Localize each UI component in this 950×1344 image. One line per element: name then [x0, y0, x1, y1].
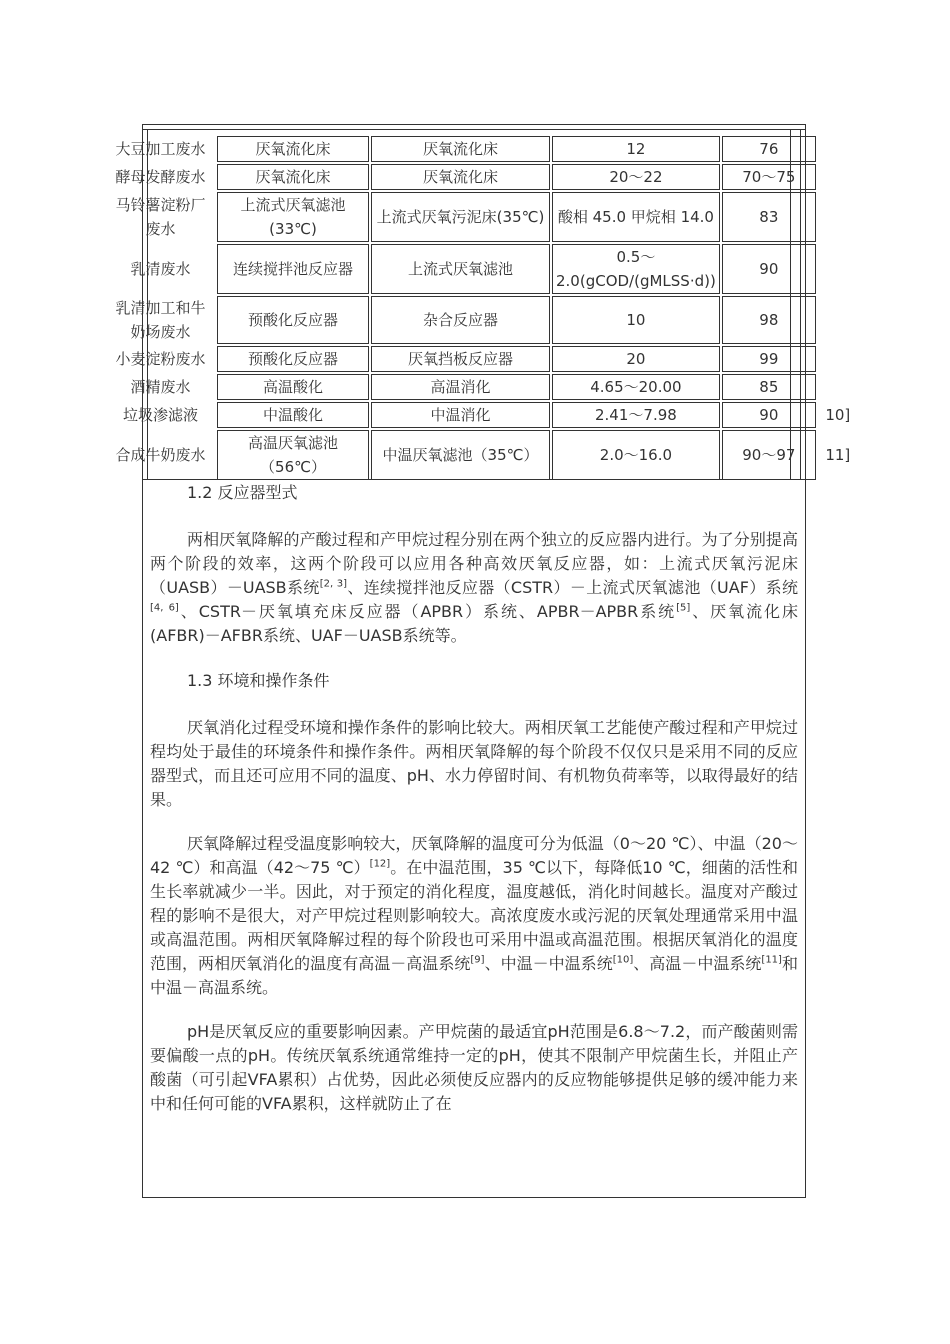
- text-run: 、CSTR－厌氧填充床反应器（APBR）系统、APBR－APBR系统: [178, 602, 677, 621]
- cell-methane-reactor: 厌氧流化床: [371, 164, 550, 190]
- cell-waste: 合成牛奶废水: [115, 446, 206, 464]
- paragraph-env-conditions: 厌氧消化过程受环境和操作条件的影响比较大。两相厌氧工艺能使产酸过程和产甲烷过程均处于最佳的环境条件和操作条件。两相厌氧降解的每个阶段不仅仅只是采用不同的反应器型式，而且还可应用不同的温度、pH、水力停留时间、有机物负荷率等，以取得最好的结果。: [150, 718, 798, 809]
- cell-ref: [818, 136, 858, 162]
- cell-waste: 垃圾渗滤液: [122, 406, 198, 424]
- spacer: [150, 812, 798, 832]
- section-heading-1-3: 1.3 环境和操作条件: [187, 671, 330, 690]
- citation: [10]: [612, 954, 634, 966]
- cell-methane-reactor: 中温消化: [371, 402, 550, 428]
- cell-ref: 10]: [825, 406, 851, 424]
- cell-acid-reactor: 厌氧流化床: [217, 164, 369, 190]
- cell-acid-reactor: 中温酸化: [217, 402, 369, 428]
- cell-ref: [818, 374, 858, 400]
- cell-load: 2.0～16.0: [552, 430, 720, 480]
- table-row: [106, 192, 858, 242]
- table-row: [106, 374, 858, 400]
- text-run: 。在中温范围，35 ℃以下，每降低10 ℃，细菌的活性和生长率就减少一半。因此，对于预定的消化程度，温度越低，消化时间越长。温度对产酸过程的影响不是很大，对产甲烷过程则影响较大。高浓度废水或污泥的厌氧处理通常采用中温或高温范围。两相厌氧降解过程的每个阶段也可采用中温或高温范围。根据厌氧消化的温度范围，两相厌氧消化的温度有高温－高温系统: [150, 858, 798, 973]
- cell-methane-reactor: 中温厌氧滤池（35℃）: [371, 430, 550, 480]
- text-run: 、中温－中温系统: [484, 954, 613, 973]
- cell-acid-reactor: 高温厌氧滤池（56℃）: [217, 430, 369, 480]
- cell-removal: 90～97: [722, 430, 816, 480]
- cell-removal: 98: [722, 296, 816, 344]
- cell-waste: 大豆加工废水: [115, 140, 206, 158]
- spacer: [150, 1000, 798, 1020]
- cell-methane-reactor: 高温消化: [371, 374, 550, 400]
- cell-load: 20～22: [552, 164, 720, 190]
- cell-acid-reactor: 厌氧流化床: [217, 136, 369, 162]
- paragraph-reactor-types: [150, 528, 798, 648]
- spacer: [150, 694, 798, 716]
- cell-ref: [818, 346, 858, 372]
- table-row: [106, 296, 858, 344]
- citation: [9]: [470, 954, 485, 966]
- cell-acid-reactor: 高温酸化: [217, 374, 369, 400]
- frame-inner-top-rule: [142, 129, 806, 130]
- cell-load: 4.65～20.00: [552, 374, 720, 400]
- text-run: 、高温－中温系统: [633, 954, 762, 973]
- text-run: 两相厌氧降解的产酸过程和产甲烷过程分别在两个独立的反应器内进行。为了分别提高两个阶段的效率，这两个阶段可以应用各种高效厌氧反应器，如：上流式厌氧污泥床（UASB）－UASB系统: [150, 530, 798, 597]
- cell-acid-reactor: 连续搅拌池反应器: [217, 244, 369, 294]
- cell-waste: 乳清加工和牛奶场废水: [115, 299, 206, 341]
- table-row: [106, 136, 858, 162]
- cell-load: 2.41～7.98: [552, 402, 720, 428]
- citation: [2, 3]: [319, 578, 347, 590]
- citation: [11]: [761, 954, 782, 966]
- cell-acid-reactor: 上流式厌氧滤池(33℃): [217, 192, 369, 242]
- cell-removal: 90: [722, 244, 816, 294]
- cell-ref: [818, 164, 858, 190]
- table-row: [106, 346, 858, 372]
- spacer: [150, 648, 798, 668]
- cell-removal: 90: [722, 402, 816, 428]
- cell-load: 20: [552, 346, 720, 372]
- cell-methane-reactor: 杂合反应器: [371, 296, 550, 344]
- table-row: [106, 402, 858, 428]
- cell-load: 0.5～2.0(gCOD/(gMLSS·d)): [552, 244, 720, 294]
- cell-waste: 小麦淀粉废水: [115, 350, 206, 368]
- section-heading-1-2: 1.2 反应器型式: [187, 483, 298, 502]
- citation: [5]: [676, 602, 691, 614]
- citation: [4, 6]: [150, 602, 179, 614]
- cell-ref: [818, 244, 858, 294]
- cell-removal: 70～75: [722, 164, 816, 190]
- cell-waste: 酵母发酵废水: [115, 168, 206, 186]
- text-run: 、厌氧流化床(AFBR)－AFBR系统、UAF－UASB系统等。: [150, 602, 798, 645]
- citation: [12]: [369, 858, 391, 870]
- cell-removal: 76: [722, 136, 816, 162]
- data-table-wrapper: [104, 134, 860, 482]
- text-run: 厌氧降解过程受温度影响较大，厌氧降解的温度可分为低温（0～20 ℃）、中温（20～42 ℃）和高温（42～75 ℃）: [150, 834, 798, 877]
- cell-methane-reactor: 上流式厌氧滤池: [371, 244, 550, 294]
- cell-removal: 99: [722, 346, 816, 372]
- cell-load: 12: [552, 136, 720, 162]
- cell-waste: 乳清废水: [130, 260, 191, 278]
- cell-acid-reactor: 预酸化反应器: [217, 346, 369, 372]
- article-content: [150, 480, 798, 1116]
- paragraph-ph: pH是厌氧反应的重要影响因素。产甲烷菌的最适宜pH范围是6.8～7.2，而产酸菌则需要偏酸一点的pH。传统厌氧系统通常维持一定的pH，使其不限制产甲烷菌生长，并阻止产酸菌（可引起VFA累积）占优势，因此必须使反应器内的反应物能够提供足够的缓冲能力来中和任何可能的VFA累积，这样就防止了在: [150, 1022, 798, 1113]
- spacer: [150, 506, 798, 528]
- table-row: [106, 244, 858, 294]
- cell-removal: 85: [722, 374, 816, 400]
- paragraph-temperature: [150, 832, 798, 1000]
- text-run: 、连续搅拌池反应器（CSTR）－上流式厌氧滤池（UAF）系统: [346, 578, 798, 597]
- text-run: 和中温－高温系统。: [150, 954, 798, 997]
- cell-ref: 11]: [825, 446, 851, 464]
- cell-waste: 酒精废水: [130, 378, 191, 396]
- cell-load: 10: [552, 296, 720, 344]
- cell-methane-reactor: 厌氧挡板反应器: [371, 346, 550, 372]
- cell-ref: [818, 296, 858, 344]
- cell-load: 酸相 45.0 甲烷相 14.0: [552, 192, 720, 242]
- cell-ref: [818, 192, 858, 242]
- cell-waste: 马铃薯淀粉厂废水: [115, 196, 206, 238]
- cell-methane-reactor: 厌氧流化床: [371, 136, 550, 162]
- data-table: [104, 134, 860, 482]
- cell-removal: 83: [722, 192, 816, 242]
- table-row: [106, 430, 858, 480]
- cell-acid-reactor: 预酸化反应器: [217, 296, 369, 344]
- table-row: [106, 164, 858, 190]
- cell-methane-reactor: 上流式厌氧污泥床(35℃): [371, 192, 550, 242]
